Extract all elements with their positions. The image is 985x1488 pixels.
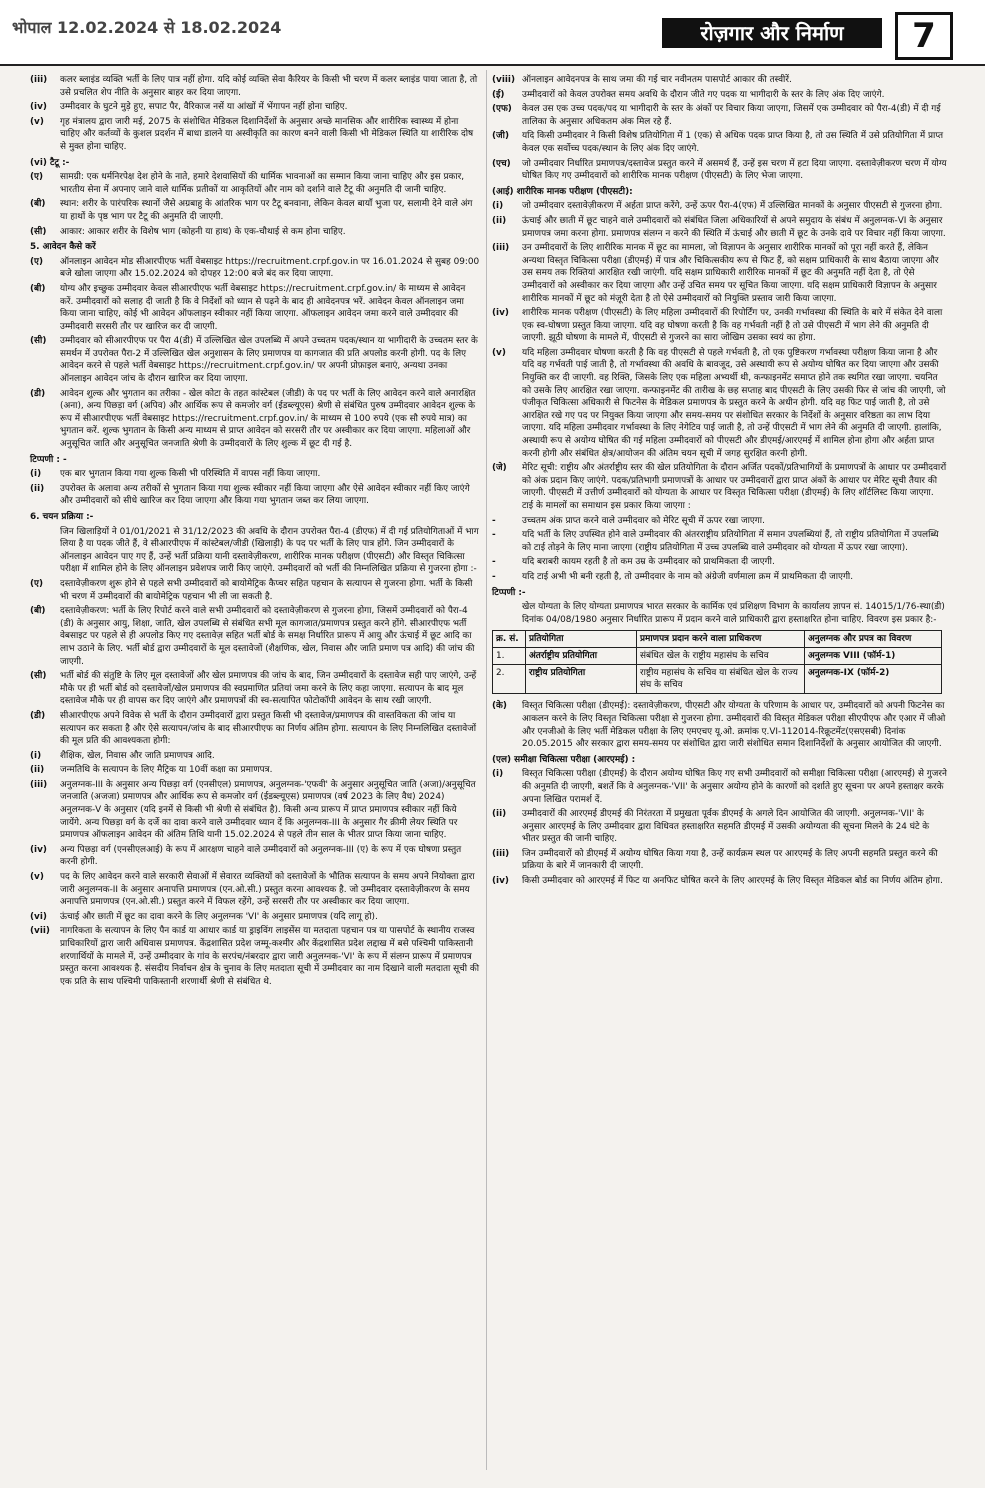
item-label: (सी) — [30, 226, 47, 237]
item-label: (सी) — [30, 336, 47, 347]
list-item — [492, 875, 947, 888]
item-text: शारीरिक मानक परीक्षण (पीएसटी) के लिए महिला उम्मीदवारों की रिपोर्टिंग पर, उनकी गर्भावस्था की स्थिति के बारे में संकेत देने वाला एक स्व-घोषणा प्रस्तुत किया जाएगा. यदि वह घोषणा करती है कि वह गर्भवती नहीं है तो उसे पीएसटी में भाग लेने की अनुमति दी जाएगी. झूठी घोषणा के मामले में, पीएसटी से गुजरने का सारा जोखिम उसका स्वयं का होगा. — [522, 308, 943, 344]
list-item — [30, 116, 480, 154]
table-cell: अनुलग्नक-IX (फॉर्म-2) — [805, 665, 942, 694]
item-label: (बी) — [30, 606, 46, 617]
list-item — [30, 171, 480, 196]
item-label: (v) — [30, 116, 44, 127]
item-label: (i) — [30, 750, 42, 761]
item-text: उपरोक्त के अलावा अन्य तरीकों से भुगतान किया गया शुल्क स्वीकार नहीं किया जाएगा और ऐसे आवेदन स्वीकार नहीं किए जाएंगे और उम्मीदवारों को सीधे खारिज कर दिया जाएगा और किया गया भुगतान जब्त कर लिया जाएगा. — [60, 483, 470, 507]
list-item — [30, 483, 480, 508]
section-heading: (आई) शारीरिक मानक परीक्षण (पीएसटी): — [492, 186, 633, 197]
list-item — [492, 848, 947, 873]
item-label: (iii) — [492, 848, 510, 859]
list-item — [492, 307, 947, 345]
item-text: जो उम्मीदवार निर्धारित प्रमाणपत्र/दस्तावेज प्रस्तुत करने में असमर्थ हैं, उन्हें इस चरण में हटा दिया जाएगा. दस्तावेज़ीकरण चरण में योग्य घोषित किए गए उम्मीदवारों को शारीरिक मानक परीक्षण (पीएसटी) के लिए भेजा जाएगा. — [522, 158, 947, 182]
list-item — [492, 347, 947, 460]
right-column — [492, 74, 947, 890]
table-header-cell: अनुलग्नक और प्रपत्र का विवरण — [805, 631, 942, 648]
list-item — [492, 130, 947, 155]
item-label: (जे) — [492, 463, 507, 474]
item-label: - — [492, 515, 496, 526]
list-item — [492, 529, 947, 554]
item-text: नागरिकता के सत्यापन के लिए पैन कार्ड या आधार कार्ड या ड्राइविंग लाइसेंस या मतदाता पहचान पत्र या पासपोर्ट के स्थानीय राजस्व प्राधिकारियों द्वारा जारी अधिवास प्रमाणपत्र. केंद्रशासित प्रदेश जम्मू-कश्मीर और केंद्रशासित प्रदेश लद्दाख में बसे पश्चिमी पाकिस्तानी शरणार्थियों के मामले में, उन्हें उम्मीदवार के गांव के सरपंच/नंबरदार द्वारा जारी अनुलग्नक-'VI' के रूप में संलग्न प्रारूप में प्रमाणपत्र प्रस्तुत करना आवश्यक है. संसदीय निर्वाचन क्षेत्र के चुनाव के लिए मतदाता सूची में उम्मीदवार का नाम दिखाने वाली मतदाता सूची की एक प्रति के साथ पश्चिमी पाकिस्तानी शरणार्थी श्रेणी से संबंधित थे. — [60, 926, 480, 987]
section-heading: (एल) समीक्षा चिकित्सा परीक्षा (आरएमई) : — [492, 754, 636, 765]
item-label: (ii) — [30, 483, 45, 494]
table-header-cell: प्रतियोगिता — [526, 631, 637, 648]
list-item — [492, 103, 947, 128]
list-item — [30, 578, 480, 603]
list-item — [30, 710, 480, 748]
item-label: (i) — [492, 201, 504, 212]
item-text: आकार: आकार शरीर के विशेष भाग (कोहनी या हाथ) के एक-चौथाई से कम होना चाहिए. — [60, 226, 346, 237]
note-heading: टिप्पणी : - — [30, 454, 67, 465]
list-item — [492, 462, 947, 512]
note-heading: टिप्पणी :- — [492, 587, 526, 598]
list-item — [492, 89, 947, 102]
item-text: ऑनलाइन आवेदन मोड सीआरपीएफ भर्ती वेबसाइट https://recruitment.crpf.gov.in पर 16.01.2024 से सुबह 09:00 बजे खोला जाएगा और 15.02.2024 को दोपहर 12:00 बजे बंद कर दिया जाएगा. — [60, 256, 480, 280]
item-text: उम्मीदवार के घुटने मुड़े हुए, सपाट पैर, वैरिकाज नसें या आंखों में भेंगापन नहीं होना चाहिए. — [60, 102, 348, 113]
item-text: ऊंचाई और छाती में छूट चाहने वाले उम्मीदवारों को संबंधित जिला अधिकारियों से अपने समुदाय के संबंध में अनुलग्नक-VI के अनुसार प्रमाणपत्र जमा करना होगा. प्रमाणपत्र संलग्न न करने की स्थिति में ऊंचाई और छाती में छूट के उनके दावे पर विचार नहीं किया जाएगा. — [522, 215, 946, 239]
item-text: किसी उम्मीदवार को आरएमई में फिट या अनफिट घोषित करने के लिए आरएमई के लिए विस्तृत मेडिकल बोर्ड का निर्णय अंतिम होगा. — [522, 876, 943, 887]
item-label: (iii) — [492, 243, 510, 254]
masthead: रोज़गार और निर्माण — [662, 18, 882, 48]
item-label: (डी) — [30, 388, 46, 399]
item-label: (एफ) — [492, 104, 512, 115]
item-label: (ई) — [492, 89, 505, 100]
table-cell: राष्ट्रीय महासंघ के सचिव या संबंधित खेल के राज्य संघ के सचिव — [637, 665, 805, 694]
item-label: (बी) — [30, 283, 46, 294]
item-label: (viii) — [492, 75, 516, 85]
list-item — [492, 556, 947, 569]
item-text: विस्तृत चिकित्सा परीक्षा (डीएमई): दस्तावेज़ीकरण, पीएसटी और योग्यता के परिणाम के आधार पर, उम्मीदवारों को अपनी फिटनेस का आकलन करने के लिए विस्तृत चिकित्सा परीक्षा से गुजरना होगा. उम्मीदवारों की विस्तृत मेडिकल परीक्षा सीएपीएफ और एआर में जीओ और एनजीओ के लिए भर्ती मेडिकल परीक्षा के लिए एमएचए यू.ओ. क्रमांक ए.VI-112014-रिक्रूटमेंट(एसएसबी) दिनांक 20.05.2015 और सरकार द्वारा समय-समय पर संशोधित द्वारा जारी संशोधित समान दिशानिर्देशों के अनुसार आयोजित की जाएगी. — [522, 701, 946, 750]
item-label: (ii) — [492, 215, 507, 226]
paragraph: खेल योग्यता के लिए योग्यता प्रमाणपत्र भारत सरकार के कार्मिक एवं प्रशिक्षण विभाग के कार्यालय ज्ञापन सं. 14015/1/76-स्था(डी) दिनांक 04/08/1980 अनुसार निर्धारित प्रारूप में प्रदान करने वाले प्राधिकारी द्वारा हस्ताक्षरित होना चाहिए. विवरण इस प्रकार है:- — [522, 602, 945, 625]
item-text: यदि बराबरी कायम रहती है तो कम उम्र के उम्मीदवार को प्राथमिकता दी जाएगी. — [522, 557, 775, 568]
item-label: - — [492, 530, 496, 541]
table-cell: 2. — [493, 665, 526, 694]
left-column — [30, 74, 480, 990]
column-divider — [486, 70, 487, 1470]
item-text: ऊंचाई और छाती में छूट का दावा करने के लिए अनुलग्नक 'VI' के अनुसार प्रमाणपत्र (यदि लागू हो). — [60, 911, 378, 922]
item-label: (ii) — [30, 765, 45, 776]
list-item — [30, 779, 480, 842]
section-heading: 5. आवेदन कैसे करें — [30, 242, 96, 253]
item-label: (जी) — [492, 131, 509, 142]
list-item — [492, 242, 947, 305]
item-text: दस्तावेज़ीकरण शुरू होने से पहले सभी उम्मीदवारों को बायोमेट्रिक कैप्चर सहित पहचान के सत्यापन से गुजरना होगा. भर्ती के किसी भी चरण में उम्मीदवारों की बायोमेट्रिक पहचान भी ली जा सकती है. — [60, 578, 473, 602]
item-text: यदि भर्ती के लिए उपस्थित होने वाले उम्मीदवार की अंतरराष्ट्रीय प्रतियोगिता में समान उपलब्धियां हैं, तो राष्ट्रीय प्रतियोगिता में उपलब्धि को टाई तोड़ने के लिए माना जाएगा (राष्ट्रीय प्रतियोगिता में उच्च उपलब्धि वाले उम्मीदवार को योग्यता में ऊपर रखा जाएगा). — [522, 530, 939, 553]
item-text: उम्मीदवारों की आरएमई डीएमई की निरंतरता में प्रमुखता पूर्वक डीएमई के अगले दिन आयोजित की जाएगी. अनुलग्नक-'VII' के अनुसार आरएमई के लिए उम्मीदवार द्वारा विधिवत हस्ताक्षरित सहमति डीएमई में उसकी अयोग्यता की सूचना मिलने के 24 घंटे के भीतर प्रस्तुत की जानी चाहिए. — [522, 809, 930, 845]
item-text: ऑनलाइन आवेदनपत्र के साथ जमा की गई चार नवीनतम पासपोर्ट आकार की तस्वीरें. — [522, 75, 792, 85]
list-item — [30, 844, 480, 869]
item-text: दस्तावेज़ीकरण: भर्ती के लिए रिपोर्ट करने वाले सभी उम्मीदवारों को दस्तावेज़ीकरण से गुजरना होगा, जिसमें उम्मीदवारों को पैरा-4 (डी) के अनुसार आयु, शिक्षा, जाति, खेल उपलब्धि से संबंधित सभी मूल कागजात/प्रमाणपत्र प्रस्तुत करने होंगे. सीआरपीएफ भर्ती वेबसाइट पर पहले से ही अपलोड किए गए दस्तावेज़ सहित भर्ती बोर्ड के समक्ष निर्धारित प्रारूप में आयु और ऊंचाई में छूट आदि का लाभ उठाने के लिए. भर्ती बोर्ड द्वारा उम्मीदवारों के मूल दस्तावेजों (शैक्षणिक, खेल, निवास और जाति प्रमाण पत्र आदि) की जांच की जाएगी. — [60, 606, 475, 667]
item-label: (ए) — [30, 256, 44, 267]
list-item — [30, 911, 480, 924]
item-text: उन उम्मीदवारों के लिए शारीरिक मानक में छूट का मामला, जो विज्ञापन के अनुसार शारीरिक मानकों को पूरा नहीं करते हैं, लेकिन अन्यथा विस्तृत चिकित्सा परीक्षा (डीएमई) में पात्र और चिकित्सकीय रूप से फिट हैं, को सक्षम प्राधिकारी के साथ बैठाया जाएगा और उस समय तक रिक्तियां आरक्षित रखी जाएंगी. यदि सक्षम प्राधिकारी शारीरिक मानकों में छूट की अनुमति नहीं देता है, तो ऐसे उम्मीदवारों को अस्वीकार कर दिया जाएगा और उन्हें उचित समय पर सूचित किया जाएगा. यदि सक्षम प्राधिकारी विज्ञापन के अनुसार शारीरिक मानकों में छूट को मंज़ूरी देता है तो ऐसे उम्मीदवारों को नियुक्ति प्रस्ताव जारी किया जाएगा. — [522, 243, 939, 304]
list-item — [30, 74, 480, 99]
item-text: कलर ब्लाइंड व्यक्ति भर्ती के लिए पात्र नहीं होगा. यदि कोई व्यक्ति सेवा कैरियर के किसी भी चरण में कलर ब्लाइंड पाया जाता है, तो उसे प्रचलित शेप नीति के अनुसार बाहर कर दिया जाएगा. — [60, 75, 478, 98]
item-text: केवल उस एक उच्च पदक/पद या भागीदारी के स्तर के अंकों पर विचार किया जाएगा, जिसमें एक उम्मीदवार को पैरा-4(डी) में दी गई तालिका के अनुसार अधिकतम अंक मिल रहे हैं. — [522, 104, 941, 127]
list-item — [492, 200, 947, 213]
item-label: - — [492, 557, 496, 568]
item-text: सामग्री: एक धर्मनिरपेक्ष देश होने के नाते, हमारे देशवासियों की धार्मिक भावनाओं का सम्मान किया जाना चाहिए और इस प्रकार, भारतीय सेना में अपनाए जाने वाले धार्मिक प्रतीकों या आकृतियों और नाम को दर्शाने वाले टैटू की अनुमति दी जानी चाहिए. — [60, 172, 465, 195]
list-item — [30, 925, 480, 988]
list-item — [492, 515, 947, 528]
item-label: (iv) — [492, 308, 509, 319]
list-item — [30, 871, 480, 909]
right-column-top — [492, 74, 947, 626]
item-label: (i) — [30, 469, 42, 480]
list-item — [492, 808, 947, 846]
item-text: जन्मतिथि के सत्यापन के लिए मैट्रिक या 10वीं कक्षा का प्रमाणपत्र. — [60, 765, 273, 776]
section-heading: (vi) टैटू :- — [30, 157, 70, 168]
item-label: (i) — [492, 769, 504, 780]
item-text: यदि महिला उम्मीदवार घोषणा करती है कि वह पीएसटी से पहले गर्भवती है, तो एक पुष्टिकरण गर्भावस्था परीक्षण किया जाना है और यदि वह गर्भवती पाई जाती है, तो गर्भावस्था की अवधि के बावजूद, उसे अस्थायी रूप से अयोग्य घोषित कर दिया जाएगा और उसकी नियुक्ति कर दी जाएगी. वह रिक्ति, जिसके लिए एक महिला अभ्यर्थी थी, कन्फाइनमेंट समाप्त होने तक स्थगित रखा जाएगा. चयनित को उसके लिए आरक्षित रखा जाएगा. कन्फाइनमेंट की तारीख के छह सप्ताह बाद पीएसटी के लिए उसकी फिर से जांच की जाएगी, जो पंजीकृत चिकित्सा अधिकारी से फिटनेस के मेडिकल प्रमाणपत्र के प्रस्तुत करने के अधीन होगी. यदि वह फिट पाई जाती है, तो उसे आरक्षित रखे गए पद पर नियुक्त किया जाएगा और समय-समय पर संशोधित सरकार के निर्देशों के अनुसार वरिष्ठता का लाभ दिया जाएगा. यदि महिला उम्मीदवार गर्भावस्था के लिए नेगेटिव पाई जाती है, तो उन्हें पीएसटी में भाग लेने की अनुमति दी जाएगी. हालांकि, अस्थायी रूप से अयोग्य घोषित की गई महिला उम्मीदवारों को पीएसटी और डीएमई/आरएमई में शामिल होना होगा और अर्हता प्राप्त करनी होगी और संबंधित क्षेत्र/आयोजन की अंतिम चयन सूची में जगह सुरक्षित करनी होगी. — [522, 347, 946, 459]
item-text: अन्य पिछड़ा वर्ग (एनसीएलआई) के रूप में आरक्षण चाहने वाले उम्मीदवारों को अनुलग्नक-III (ए) के रूप में एक घोषणा प्रस्तुत करनी होगी. — [60, 844, 462, 868]
item-text: मेरिट सूची: राष्ट्रीय और अंतर्राष्ट्रीय स्तर की खेल प्रतियोगिता के दौरान अर्जित पदकों/प्रतिभागियों के प्रमाणपत्रों के आधार पर उम्मीदवारों को अंक प्रदान किए जाएंगे. पदक/प्रतिभागी प्रमाणपत्रों के आधार पर उम्मीदवारों द्वारा प्राप्त अंकों के आधार पर मेरिट सूची तैयार की जाएगी. पीएसटी में उत्तीर्ण उम्मीदवारों को योग्यता के आधार पर विस्तृत चिकित्सा परीक्षा (डीएमई) के लिए शॉर्टलिस्ट किया जाएगा. टाई के मामलों का समाधान इस प्रकार किया जाएगा : — [522, 463, 947, 511]
item-text: योग्य और इच्छुक उम्मीदवार केवल सीआरपीएफ भर्ती वेबसाइट https://recruitment.crpf.gov.in/ के माध्यम से आवेदन करें. उम्मीदवारों को सलाह दी जाती है कि वे निर्देशों को ध्यान से पढ़ने के बाद ही आवेदनपत्र भरें. आवेदन केवल ऑनलाइन जमा किया जाना चाहिए, कोई भी आवेदन ऑफलाइन स्वीकार नहीं किया जाएगा. ऑफलाइन आवेदन जमा करने वाले उम्मीदवार की उम्मीदवारी सरसरी तौर पर खारिज कर दी जाएगी. — [60, 283, 466, 332]
table-header-row — [493, 631, 942, 648]
item-label: (ए) — [30, 578, 44, 589]
item-label: (v) — [30, 872, 44, 883]
item-text: उच्चतम अंक प्राप्त करने वाले उम्मीदवार को मेरिट सूची में ऊपर रखा जाएगा. — [522, 515, 765, 526]
item-label: (ए) — [30, 172, 44, 183]
item-label: (ii) — [492, 809, 507, 820]
section-heading: 6. चयन प्रक्रिया :- — [30, 512, 94, 522]
list-item — [492, 158, 947, 183]
list-item — [492, 571, 947, 584]
item-text: अनुलग्नक-III के अनुसार अन्य पिछड़ा वर्ग (एनसीएल) प्रमाणपत्र, अनुलग्नक-'एफवी' के अनुसार अनुसूचित जाति (अजा)/अनुसूचित जनजाति (अजजा) प्रमाणपत्र और आर्थिक रूप से कमजोर वर्ग (ईडब्ल्यूएस) प्रमाणपत्र (वर्ष 2023 के लिए वैध) 2024) अनुलग्नक-V के अनुसार (यदि इनमें से किसी भी श्रेणी से संबंधित है). किसी अन्य प्रारूप में प्राप्त प्रमाणपत्र स्वीकार नहीं किये जायेंगे. अन्य पिछड़ा वर्ग के दर्जे का दावा करने वाले उम्मीदवार ध्यान दें कि अनुलग्नक-III के अनुसार गैर क्रीमी लेयर स्थिति पर प्रमाणपत्र ऑफलाइन आवेदन की अंतिम तिथि यानी 15.02.2024 से पहले तीन साल के भीतर प्राप्त किया जाना चाहिए. — [60, 779, 476, 841]
item-label: (iii) — [30, 75, 48, 85]
item-label: (सी) — [30, 671, 47, 682]
list-item — [30, 226, 480, 239]
item-label: (iv) — [30, 844, 47, 855]
table-cell: राष्ट्रीय प्रतियोगिता — [526, 665, 637, 694]
list-item — [30, 468, 480, 481]
list-item — [30, 670, 480, 708]
item-text: उम्मीदवार को सीआरपीएफ पर पैरा 4(डी) में उल्लिखित खेल उपलब्धि में अपने उच्चतम पदक/स्थान या भागीदारी के उच्चतम स्तर के समर्थन में उपरोक्त पैरा-2 में उल्लिखित खेल अनुशासन के लिए प्रमाणपत्र या कागजात की प्रति अपलोड करनी होगी. पद के लिए आवेदन करने से पहले भर्ती वेबसाइट https://recruitment.crpf.gov.in/ पर अपनी प्रोफ़ाइल बनाएं, अन्यथा उनका ऑनलाइन आवेदन जांच के दौरान खारिज कर दिया जाएगा. — [60, 336, 478, 385]
item-label: (iii) — [30, 779, 48, 790]
list-item — [492, 700, 947, 750]
item-text: स्थान: शरीर के पारंपरिक स्थानों जैसे अग्रबाहु के आंतरिक भाग पर टैटू बनवाना, लेकिन केवल बायाँ भुजा पर, सलामी देने वाले अंग या हाथों के पृष्ठ भाग पर टैटू की अनुमति दी जाएगी. — [60, 199, 473, 222]
item-label: (के) — [492, 701, 507, 712]
item-text: आवेदन शुल्क और भुगतान का तरीका - खेल कोटा के तहत कांस्टेबल (जीडी) के पद पर भर्ती के लिए आवेदन करने वाले अनारक्षित (अना), अन्य पिछड़ा वर्ग (अपिव) और आर्थिक रूप से कमजोर वर्ग (ईडब्ल्यूएस) श्रेणी से संबंधित पुरुष उम्मीदवार आवेदन शुल्क के रूप में सीआरपीएफ भर्ती वेबसाइट https://recruitment.crpf.gov.in/ के माध्यम से 100 रुपये (एक सौ रुपये मात्र) का भुगतान करें. शुल्क भुगतान के किसी अन्य माध्यम से प्राप्त आवेदन को सरसरी तौर पर अस्वीकार कर दिया जाएगा. महिलाओं और अनुसूचित जाति और अनुसूचित जनजाति श्रेणी के उम्मीदवारों के लिए शुल्क में छूट दी गई है. — [60, 388, 476, 450]
list-item — [30, 256, 480, 281]
list-item — [492, 74, 947, 87]
table-cell: संबंधित खेल के राष्ट्रीय महासंघ के सचिव — [637, 648, 805, 665]
list-item — [30, 764, 480, 777]
item-text: एक बार भुगतान किया गया शुल्क किसी भी परिस्थिति में वापस नहीं किया जाएगा. — [60, 469, 321, 480]
item-label: (v) — [492, 347, 506, 358]
item-text: यदि किसी उम्मीदवार ने किसी विशेष प्रतियोगिता में 1 (एक) से अधिक पदक प्राप्त किया है, तो उस स्थिति में उसे प्रतियोगिता में प्राप्त केवल एक सर्वोच्च पदक/स्थान के लिए अंक दिए जाएंगे. — [522, 131, 944, 154]
list-item — [30, 335, 480, 385]
list-item — [492, 215, 947, 240]
item-text: शैक्षिक, खेल, निवास और जाति प्रमाणपत्र आदि. — [60, 750, 215, 761]
table-row — [493, 648, 942, 665]
paragraph: जिन खिलाड़ियों ने 01/01/2021 से 31/12/2023 की अवधि के दौरान उपरोक्त पैरा-4 (डीएफ) में दी गई प्रतियोगिताओं में भाग लिया है या पदक जीते हैं, वे सीआरपीएफ में कांस्टेबल/जीडी (खिलाड़ी) के पद पर भर्ती के लिए पात्र होंगे. जिन उम्मीदवारों के ऑनलाइन आवेदन पाए गए हैं, उन्हें भर्ती प्रक्रिया यानी दस्तावेज़ीकरण, शारीरिक मानक परीक्षण (पीएसटी) और विस्तृत चिकित्सा परीक्षा में शामिल होने के लिए ऑनलाइन प्रवेशपत्र जारी किए जाएंगे. उम्मीदवारों को भर्ती की निम्नलिखित प्रक्रिया से गुजरना होगा :- — [60, 526, 479, 575]
table-row — [493, 665, 942, 694]
table-cell: अंतर्राष्ट्रीय प्रतियोगिता — [526, 648, 637, 665]
item-label: (iv) — [30, 102, 47, 113]
item-text: विस्तृत चिकित्सा परीक्षा (डीएमई) के दौरान अयोग्य घोषित किए गए सभी उम्मीदवारों को समीक्षा चिकित्सा परीक्षा (आरएमई) से गुजरने की अनुमति दी जाएगी, बशर्ते कि वे अनुलग्नक-'VII' के अनुसार अयोग्य होने के कारणों को दर्शाते हुए सूचना पर अपने हस्ताक्षर करके अपना लिखित परामर्श दें. — [522, 769, 947, 805]
item-label: (एच) — [492, 158, 511, 169]
item-text: जो उम्मीदवार दस्तावेज़ीकरण में अर्हता प्राप्त करेंगे, उन्हें ऊपर पैरा-4(एफ) में उल्लिखित मानकों के अनुसार पीएसटी से गुजरना होगा. — [522, 201, 943, 212]
list-item — [492, 768, 947, 806]
item-text: गृह मंत्रालय द्वारा जारी मई, 2075 के संशोधित मेडिकल दिशानिर्देशों के अनुसार अच्छे मानसिक और शारीरिक स्वास्थ्य में होना चाहिए और कर्तव्यों के कुशल प्रदर्शन में बाधा डालने या अस्वीकृति का कारण बनने वाली किसी भी मेडिकल स्थिति या शारीरिक दोष से मुक्त होना चाहिए. — [60, 116, 474, 152]
list-item — [30, 283, 480, 333]
item-text: यदि टाई अभी भी बनी रहती है, तो उम्मीदवार के नाम को अंग्रेजी वर्णमाला क्रम में प्राथमिकता दी जाएगी. — [522, 571, 854, 582]
item-label: (डी) — [30, 710, 46, 721]
item-label: (vii) — [30, 926, 50, 937]
item-text: उम्मीदवारों को केवल उपरोक्त समय अवधि के दौरान जीते गए पदक या भागीदारी के स्तर के लिए अंक दिए जाएंगे. — [522, 89, 885, 100]
item-label: (vi) — [30, 911, 47, 922]
item-text: सीआरपीएफ अपने विवेक से भर्ती के दौरान उम्मीदवारों द्वारा प्रस्तुत किसी भी दस्तावेज/प्रमाणपत्र की वास्तविकता की जांच या सत्यापन कर सकता है और ऐसे सत्यापन/जांच के बाद सीआरपीएफ का निर्णय अंतिम होगा. सत्यापन के लिए निम्नलिखित दस्तावेजों की मूल प्रति की आवश्यकता होगी: — [60, 710, 477, 747]
list-item — [30, 388, 480, 451]
competition-table — [492, 630, 942, 694]
list-item — [30, 605, 480, 668]
item-text: पद के लिए आवेदन करने वाले सरकारी सेवाओं में सेवारत व्यक्तियों को दस्तावेजों के भौतिक सत्यापन के समय अपने नियोक्ता द्वारा जारी अनुलग्नक-II के अनुसार अनापत्ति प्रमाणपत्र (एन.ओ.सी.) प्रस्तुत करना आवश्यक है. जो उम्मीदवार दस्तावेज़ीकरण के समय अनापत्ति प्रमाणपत्र (एन.ओ.सी.) प्रस्तुत करने में विफल रहेंगे, उन्हें सरसरी तौर पर अस्वीकार कर दिया जाएगा. — [60, 872, 475, 908]
page-header — [0, 0, 985, 66]
table-cell: अनुलग्नक VIII (फॉर्म-1) — [805, 648, 942, 665]
list-item — [30, 101, 480, 114]
right-column-bottom — [492, 700, 947, 887]
table-header-cell: क्र. सं. — [493, 631, 526, 648]
item-label: (iv) — [492, 876, 509, 887]
item-text: भर्ती बोर्ड की संतुष्टि के लिए मूल दस्तावेजों और खेल प्रमाणपत्र की जांच के बाद, जिन उम्मीदवारों के दस्तावेज सही पाए जाएंगे, उन्हें मौके पर ही भर्ती बोर्ड को दस्तावेजों/खेल प्रमाणपत्र की स्वप्रमाणित प्रतियां जमा करने के लिए कहा जाएगा. सत्यापन के बाद मूल दस्तावेज मौके पर ही वापस कर दिए जाएंगे और प्रमाणपत्रों की स्व-सत्यापित फोटोकॉपी आवेदन के साथ रखी जाएगी. — [60, 671, 477, 707]
table-header-cell: प्रमाणपत्र प्रदान करने वाला प्राधिकरण — [637, 631, 805, 648]
item-label: - — [492, 571, 496, 582]
item-label: (बी) — [30, 199, 46, 210]
page-number: 7 — [895, 12, 953, 60]
list-item — [30, 750, 480, 763]
item-text: जिन उम्मीदवारों को डीएमई में अयोग्य घोषित किया गया है, उन्हें कार्यक्रम स्थल पर आरएमई के लिए अपनी सहमति प्रस्तुत करने की प्रक्रिया के बारे में जानकारी दी जाएगी. — [522, 848, 938, 872]
table-cell: 1. — [493, 648, 526, 665]
issue-date: भोपाल 12.02.2024 से 18.02.2024 — [12, 18, 282, 37]
list-item — [30, 198, 480, 223]
